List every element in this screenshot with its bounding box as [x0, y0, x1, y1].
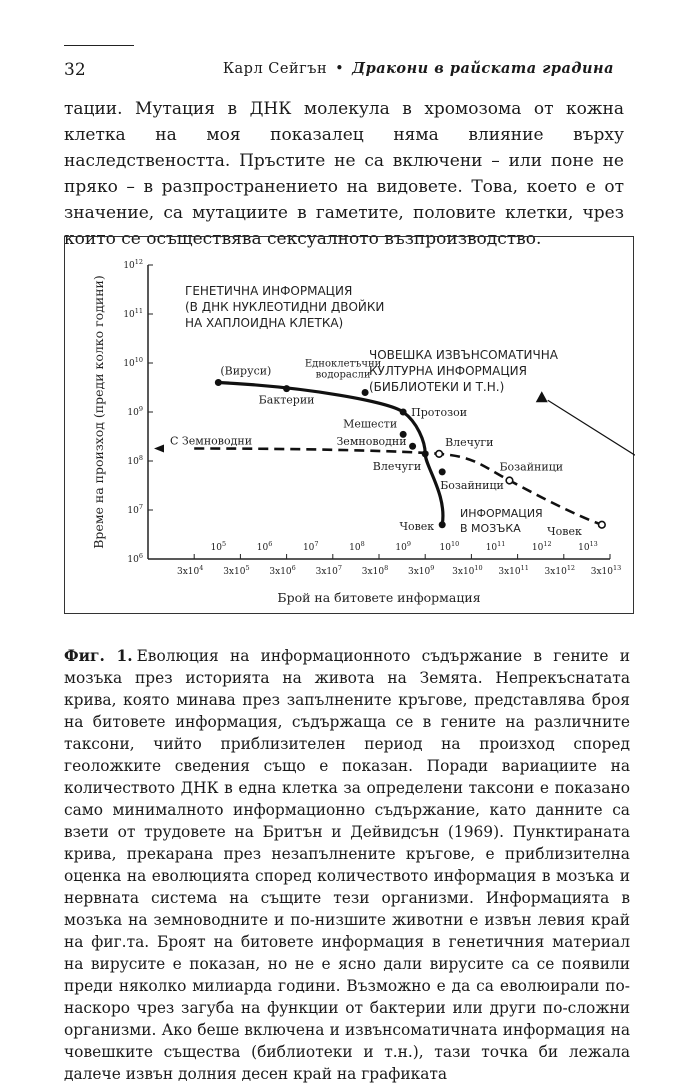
y-tick-label: $10^{10}$	[123, 356, 143, 369]
annotation-brain-line: В МОЗЪКА	[460, 522, 521, 535]
running-header-author: Карл Сейгън	[222, 61, 328, 77]
genetic-label-protozoa: Протозои	[411, 406, 468, 419]
body-text	[64, 96, 624, 252]
annotation-genetic-line: НА ХАПЛОИДНА КЛЕТКА)	[185, 316, 344, 330]
y-tick-label: $10^6$	[127, 552, 143, 565]
x-tick-label-outer: $3x10^{11}$	[498, 564, 529, 577]
brain-curve-arrow	[154, 444, 164, 452]
genetic-point	[439, 468, 446, 475]
genetic-label-tunicates: Мешести	[343, 417, 398, 431]
y-tick-label: $10^9$	[127, 405, 143, 418]
x-tick-label-inner: $10^7$	[302, 540, 319, 553]
body-paragraph: тации. Мутация в ДНК молекула в хромозома от кожна клетка на моя показалец няма влияние върху наследствеността. Пръстите не са включени – или поне не пряко – в разпространението на видовете. Това, което е от значение, са мутациите в гаметите, половите клетки, чрез които се осъществява сексуалното възпроизводство.	[64, 99, 624, 249]
x-tick-label-outer: $3x10^5$	[223, 564, 250, 577]
x-tick-label-inner: $10^{10}$	[439, 540, 460, 553]
genetic-point	[400, 409, 407, 416]
x-tick-label-outer: $3x10^9$	[408, 564, 435, 577]
genetic-label-algae-2: водорасли	[315, 369, 371, 381]
x-tick-label-outer: $3x10^{10}$	[452, 564, 483, 577]
caption-label: Фиг. 1.	[64, 647, 133, 665]
running-header-separator: •	[335, 61, 345, 77]
y-tick-label: $10^{11}$	[123, 307, 143, 320]
genetic-label-human: Човек	[399, 519, 435, 533]
x-tick-label-inner: $10^5$	[210, 540, 227, 553]
brain-point	[599, 521, 606, 528]
genetic-label-mammals: Бозайници	[440, 478, 504, 492]
genetic-point	[283, 385, 290, 392]
genetic-point	[422, 450, 429, 457]
header-rule	[64, 45, 134, 46]
genetic-label-viruses: (Вируси)	[220, 364, 272, 378]
y-tick-label: $10^7$	[127, 503, 143, 516]
brain-point	[506, 477, 513, 484]
x-tick-label-outer: $3x10^4$	[177, 564, 204, 577]
x-tick-label-inner: $10^{11}$	[485, 540, 506, 553]
x-tick-label-outer: $3x10^6$	[269, 564, 296, 577]
genetic-label-bacteria: Бактерии	[258, 393, 315, 407]
genetic-label-reptiles: Влечуги	[372, 459, 422, 473]
genetic-point	[362, 389, 369, 396]
page-number: 32	[64, 60, 86, 80]
genetic-point	[409, 443, 416, 450]
figure-box	[64, 236, 634, 614]
annotation-genetic-line: ГЕНЕТИЧНА ИНФОРМАЦИЯ	[185, 284, 353, 298]
x-tick-label-inner: $10^8$	[349, 540, 365, 553]
y-tick-label: $10^8$	[127, 454, 143, 467]
x-tick-label-outer: $3x10^{13}$	[590, 564, 622, 577]
cultural-leader-line	[548, 400, 635, 455]
annotation-brain-line: ИНФОРМАЦИЯ	[460, 507, 543, 520]
caption-text: Еволюция на информационното съдържание в гените и мозъка през историята на живота на Земята. Непрекъснатата крива, която минава през запълнените кръгове, представлява броя на битовете информация, съдържаща се в гените на различните таксони, чийто приблизителен период на произход според геоложките сведения също е показан. Поради вариациите на количеството ДНК в една клетка за определени таксони е показано само минималното информационно съдържание, като данните са взети от трудовете на Бритън и Дейвидсън (1969). Пунктираната крива, прекарана през незапълнените кръгове, е приблизителна оценка на еволюцията според количеството информация в мозъка и нервната система на същите тези организми. Информацията в мозъка на земноводните и по-низшите животни е извън левия край на фиг.та. Броят на битовете информация в генетичния материал на вирусите е показан, но не е ясно дали вирусите са се появили преди няколко милиарда години. Възможно е да са еволюирали по-наскоро чрез загуба на функции от бактерии или други по-сложни организми. Ако беше включена и извънсоматичната информация на човешките същества (библиотеки и т.н.), тази точка би лежала далече извън долния десен край на графиката	[64, 647, 631, 1083]
x-tick-label-inner: $10^6$	[256, 540, 273, 553]
running-header-title: Дракони в райската градина	[352, 60, 614, 77]
x-tick-label-inner: $10^9$	[395, 540, 411, 553]
x-tick-label-outer: $3x10^8$	[361, 564, 389, 577]
x-tick-label-inner: $10^{13}$	[578, 540, 598, 553]
brain-label-mammals: Бозайници	[499, 460, 564, 474]
y-tick-label: $10^{12}$	[123, 258, 143, 271]
brain-point	[436, 451, 443, 458]
brain-label-human: Човек	[547, 524, 582, 538]
chart	[65, 237, 635, 615]
cultural-marker	[536, 391, 548, 402]
figure-caption	[64, 645, 630, 1085]
y-axis-label: Време на произход (преди колко години)	[91, 275, 106, 549]
annotation-cultural-line: (БИБЛИОТЕКИ И Т.Н.)	[369, 380, 505, 394]
brain-label-amphibians: С Земноводни	[170, 434, 253, 448]
x-tick-label-inner: $10^{12}$	[531, 540, 552, 553]
genetic-label-algae-1: Едноклетъчни	[304, 358, 382, 370]
genetic-curve	[218, 382, 443, 524]
x-axis-label: Брой на битовете информация	[277, 590, 481, 605]
x-tick-label-outer: $3x10^7$	[315, 564, 342, 577]
genetic-point	[439, 521, 446, 528]
annotation-genetic-line: (В ДНК НУКЛЕОТИДНИ ДВОЙКИ	[185, 300, 385, 314]
genetic-label-amphibians: Земноводни	[336, 435, 407, 449]
genetic-point	[215, 379, 222, 386]
x-tick-label-outer: $3x10^{12}$	[544, 564, 576, 577]
running-header	[223, 60, 614, 77]
brain-label-reptiles: Влечуги	[445, 435, 494, 449]
annotation-cultural-line: КУЛТУРНА ИНФОРМАЦИЯ	[369, 364, 527, 378]
annotation-cultural-line: ЧОВЕШКА ИЗВЪНСОМАТИЧНА	[369, 348, 558, 362]
